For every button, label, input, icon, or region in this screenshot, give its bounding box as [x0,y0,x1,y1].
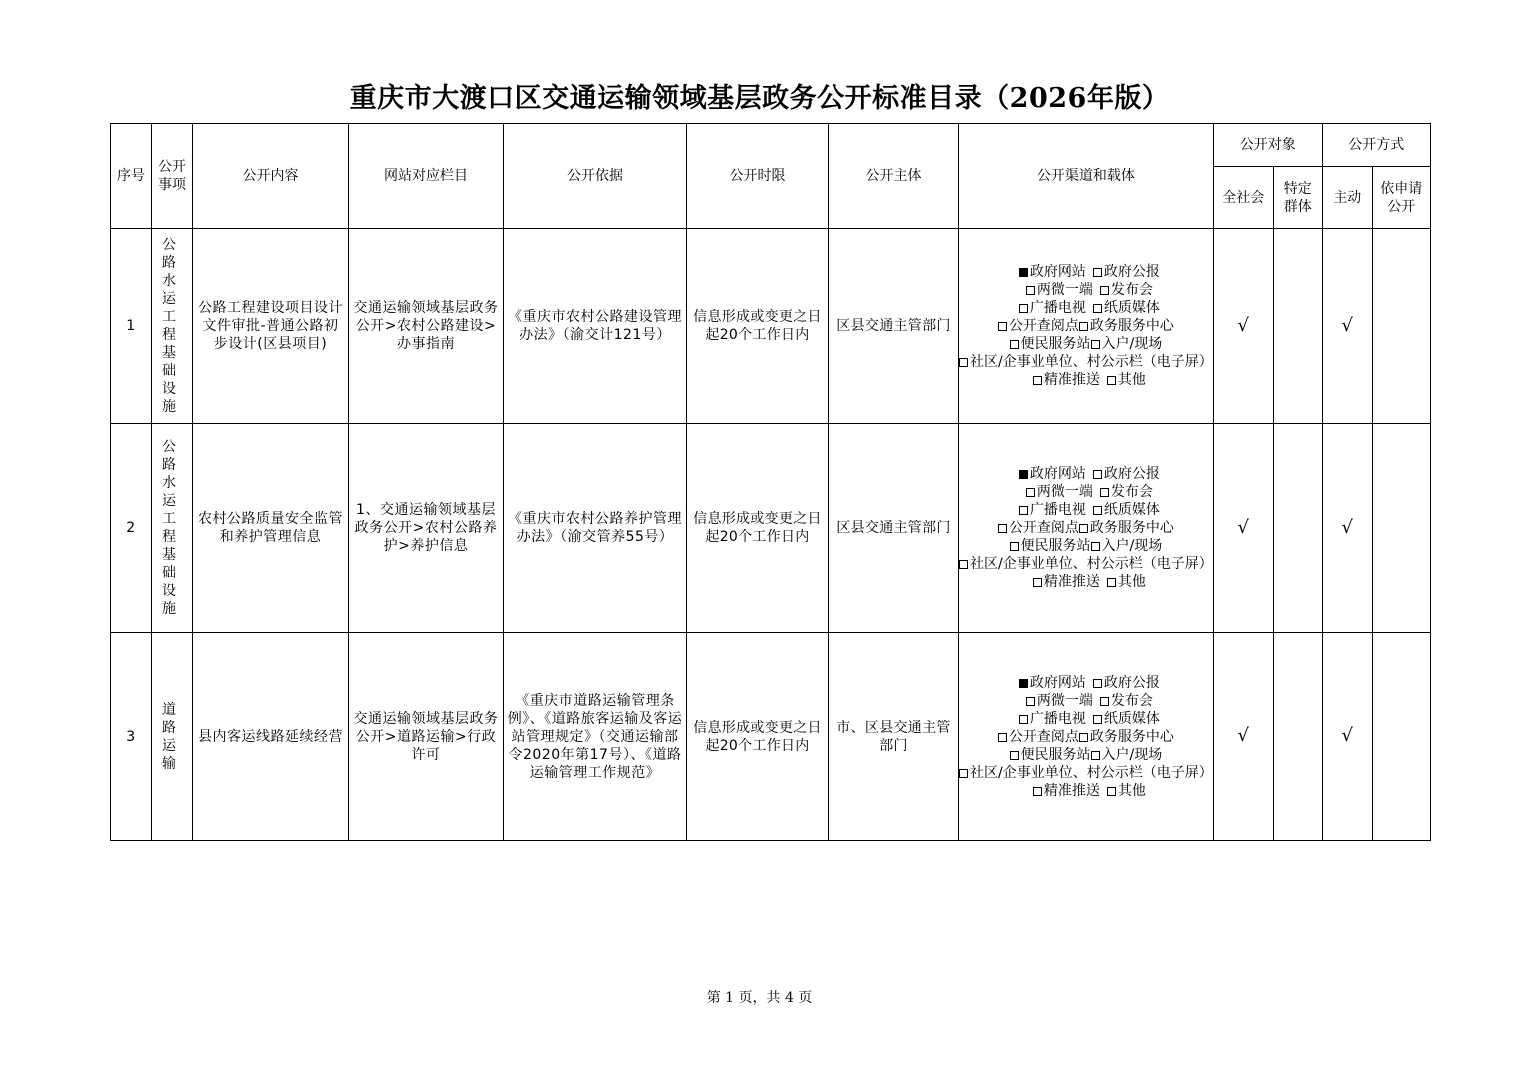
cell-target-specific [1273,633,1322,841]
cell-column: 1、交通运输领域基层政务公开>农村公路养护>养护信息 [349,424,504,633]
header-method-apply: 依申请公开 [1372,167,1430,229]
channel-line [959,353,1213,371]
channel-option [1091,537,1163,555]
channel-option [1091,335,1163,353]
header-deadline: 公开时限 [687,124,829,229]
unchecked-box-icon [1019,506,1028,515]
cell-channels [959,229,1214,424]
checked-box-icon [1019,268,1028,277]
channel-label: 两微一端 [1036,692,1093,709]
header-item: 公开事项 [152,124,193,229]
cell-target-specific [1273,229,1322,424]
channel-line [959,519,1213,537]
unchecked-box-icon [998,733,1007,742]
channel-option [1019,483,1100,501]
directory-table [110,123,1431,841]
channel-option [1010,335,1091,353]
cell-method-apply [1372,229,1430,424]
channel-label: 入户/现场 [1101,336,1163,352]
unchecked-box-icon [1093,506,1102,515]
channel-line [959,537,1213,555]
unchecked-box-icon [1091,751,1100,760]
channel-option [1100,281,1153,299]
unchecked-box-icon [998,524,1007,533]
channel-label: 广播电视 [1029,300,1086,316]
channel-option [1012,299,1093,317]
channel-label: 纸质媒体 [1103,300,1160,316]
channel-line [959,782,1213,800]
channel-label: 两微一端 [1036,484,1093,500]
channel-label: 广播电视 [1029,502,1086,518]
channel-label: 政府公报 [1103,674,1160,691]
cell-channels [959,424,1214,633]
header-seq: 序号 [111,124,152,229]
header-basis: 公开依据 [504,124,687,229]
cell-target-specific [1273,424,1322,633]
unchecked-box-icon [1026,697,1035,706]
cell-method-active: √ [1322,633,1372,841]
checked-box-icon [1019,679,1028,688]
channel-label: 便民服务站 [1020,538,1091,554]
unchecked-box-icon [1033,578,1042,587]
unchecked-box-icon [1079,322,1088,331]
channel-option [1093,674,1160,692]
channel-line [959,692,1213,710]
unchecked-box-icon [1019,715,1028,724]
header-target-all: 全社会 [1213,167,1273,229]
channel-option [1010,537,1091,555]
unchecked-box-icon [1093,268,1102,277]
checked-box-icon [1019,470,1028,479]
channel-option [1079,519,1174,537]
channel-option [1107,371,1146,389]
unchecked-box-icon [1093,715,1102,724]
cell-item: 道路运输 [152,633,193,841]
unchecked-box-icon [1010,751,1019,760]
channel-line [959,746,1213,764]
channel-line [959,573,1213,591]
channel-option [1012,465,1093,483]
channel-label: 公开查阅点 [1008,318,1079,334]
cell-subject: 区县交通主管部门 [829,229,959,424]
channel-option [959,353,1213,371]
directory-rows [111,229,1431,841]
table-row [111,229,1431,424]
unchecked-box-icon [959,560,968,569]
cell-seq: 1 [111,229,152,424]
cell-deadline: 信息形成或变更之日起20个工作日内 [687,424,829,633]
cell-subject: 市、区县交通主管部门 [829,633,959,841]
unchecked-box-icon [959,358,968,367]
channel-option [1012,674,1093,692]
channel-label: 社区/企事业单位、村公示栏（电子屏） [970,556,1213,572]
header-target: 公开对象 [1213,124,1322,167]
cell-deadline: 信息形成或变更之日起20个工作日内 [687,633,829,841]
cell-column: 交通运输领域基层政务公开>道路运输>行政许可 [349,633,504,841]
table-row [111,633,1431,841]
unchecked-box-icon [1100,286,1109,295]
channel-label: 政府网站 [1029,466,1086,482]
header-subject: 公开主体 [829,124,959,229]
channel-label: 发布会 [1110,692,1153,709]
cell-seq: 3 [111,633,152,841]
channel-line [959,483,1213,501]
channel-option [1012,501,1093,519]
channel-option [1026,782,1107,800]
cell-seq: 2 [111,424,152,633]
channel-option [1093,299,1160,317]
unchecked-box-icon [1107,376,1116,385]
channel-line [959,501,1213,519]
unchecked-box-icon [1093,679,1102,688]
channel-option [1091,746,1163,764]
channel-label: 发布会 [1110,484,1153,500]
unchecked-box-icon [1100,697,1109,706]
unchecked-box-icon [1107,787,1116,796]
channel-line [959,299,1213,317]
channel-label: 便民服务站 [1020,336,1091,352]
channel-label: 公开查阅点 [1008,520,1079,536]
cell-content: 县内客运线路延续经营 [193,633,349,841]
document-title: 重庆市大渡口区交通运输领域基层政务公开标准目录（2026年版） [349,83,1170,114]
channel-option [959,764,1213,782]
cell-target-all: √ [1213,229,1273,424]
unchecked-box-icon [1079,733,1088,742]
unchecked-box-icon [1026,488,1035,497]
table-row [111,424,1431,633]
unchecked-box-icon [1010,542,1019,551]
unchecked-box-icon [959,769,968,778]
channel-label: 精准推送 [1043,574,1100,590]
unchecked-box-icon [1033,787,1042,796]
channel-label: 入户/现场 [1101,746,1163,763]
header-column: 网站对应栏目 [349,124,504,229]
unchecked-box-icon [1091,542,1100,551]
channel-label: 纸质媒体 [1103,502,1160,518]
channel-label: 发布会 [1110,282,1153,298]
channel-option [1010,746,1091,764]
cell-target-all: √ [1213,633,1273,841]
channel-line [959,465,1213,483]
channel-label: 其他 [1117,782,1146,799]
unchecked-box-icon [1033,376,1042,385]
channel-label: 政府网站 [1029,264,1086,280]
channel-line [959,317,1213,335]
unchecked-box-icon [1019,304,1028,313]
channel-option [998,728,1079,746]
channel-line [959,281,1213,299]
channel-label: 社区/企事业单位、村公示栏（电子屏） [970,354,1213,370]
channel-label: 两微一端 [1036,282,1093,298]
header-method: 公开方式 [1322,124,1430,167]
channel-label: 入户/现场 [1101,538,1163,554]
unchecked-box-icon [1100,488,1109,497]
unchecked-box-icon [1010,340,1019,349]
cell-method-apply [1372,633,1430,841]
unchecked-box-icon [1079,524,1088,533]
channel-option [1019,692,1100,710]
cell-column: 交通运输领域基层政务公开>农村公路建设>办事指南 [349,229,504,424]
unchecked-box-icon [1026,286,1035,295]
channel-option [1012,263,1093,281]
channel-option [1100,483,1153,501]
channel-option [1093,263,1160,281]
channel-label: 政府网站 [1029,674,1086,691]
channel-label: 纸质媒体 [1103,710,1160,727]
unchecked-box-icon [1107,578,1116,587]
cell-basis: 《重庆市道路运输管理条例》、《道路旅客运输及客运站管理规定》（交通运输部令2020年第17号）、《道路运输管理工作规范》 [504,633,687,841]
channel-option [1026,573,1107,591]
header-content: 公开内容 [193,124,349,229]
channel-option [998,519,1079,537]
channel-label: 政务服务中心 [1089,728,1174,745]
channel-label: 其他 [1117,372,1146,388]
header-channels: 公开渠道和载体 [959,124,1214,229]
channel-line [959,710,1213,728]
unchecked-box-icon [1093,470,1102,479]
channel-option [1107,782,1146,800]
cell-item: 公路水运工程基础设施 [152,424,193,633]
channel-label: 政务服务中心 [1089,520,1174,536]
channel-label: 公开查阅点 [1008,728,1079,745]
channel-label: 其他 [1117,574,1146,590]
channel-label: 精准推送 [1043,782,1100,799]
cell-basis: 《重庆市农村公路建设管理办法》（渝交计121号） [504,229,687,424]
channel-option [1079,728,1174,746]
channel-option [1093,710,1160,728]
channel-option [1026,371,1107,389]
channel-line [959,764,1213,782]
channel-option [959,555,1213,573]
channel-label: 政府公报 [1103,264,1160,280]
page-footer: 第 1 页，共 4 页 [706,990,813,1006]
channel-option [1100,692,1153,710]
cell-item: 公路水运工程基础设施 [152,229,193,424]
cell-method-active: √ [1322,229,1372,424]
channel-label: 社区/企事业单位、村公示栏（电子屏） [970,764,1213,781]
cell-subject: 区县交通主管部门 [829,424,959,633]
cell-content: 农村公路质量安全监管和养护管理信息 [193,424,349,633]
channel-label: 政府公报 [1103,466,1160,482]
cell-channels [959,633,1214,841]
channel-line [959,674,1213,692]
channel-line [959,555,1213,573]
cell-method-apply [1372,424,1430,633]
header-target-specific: 特定群体 [1273,167,1322,229]
channel-line [959,335,1213,353]
channel-option [1107,573,1146,591]
channel-line [959,371,1213,389]
cell-content: 公路工程建设项目设计文件审批-普通公路初步设计(区县项目) [193,229,349,424]
channel-option [1093,465,1160,483]
channel-label: 政务服务中心 [1089,318,1174,334]
cell-basis: 《重庆市农村公路养护管理办法》（渝交管养55号） [504,424,687,633]
channel-line [959,728,1213,746]
channel-label: 精准推送 [1043,372,1100,388]
channel-label: 便民服务站 [1020,746,1091,763]
cell-deadline: 信息形成或变更之日起20个工作日内 [687,229,829,424]
channel-option [998,317,1079,335]
unchecked-box-icon [1093,304,1102,313]
channel-label: 广播电视 [1029,710,1086,727]
channel-line [959,263,1213,281]
channel-option [1012,710,1093,728]
cell-target-all: √ [1213,424,1273,633]
header-method-active: 主动 [1322,167,1372,229]
channel-option [1079,317,1174,335]
channel-option [1093,501,1160,519]
unchecked-box-icon [998,322,1007,331]
unchecked-box-icon [1091,340,1100,349]
cell-method-active: √ [1322,424,1372,633]
channel-option [1019,281,1100,299]
